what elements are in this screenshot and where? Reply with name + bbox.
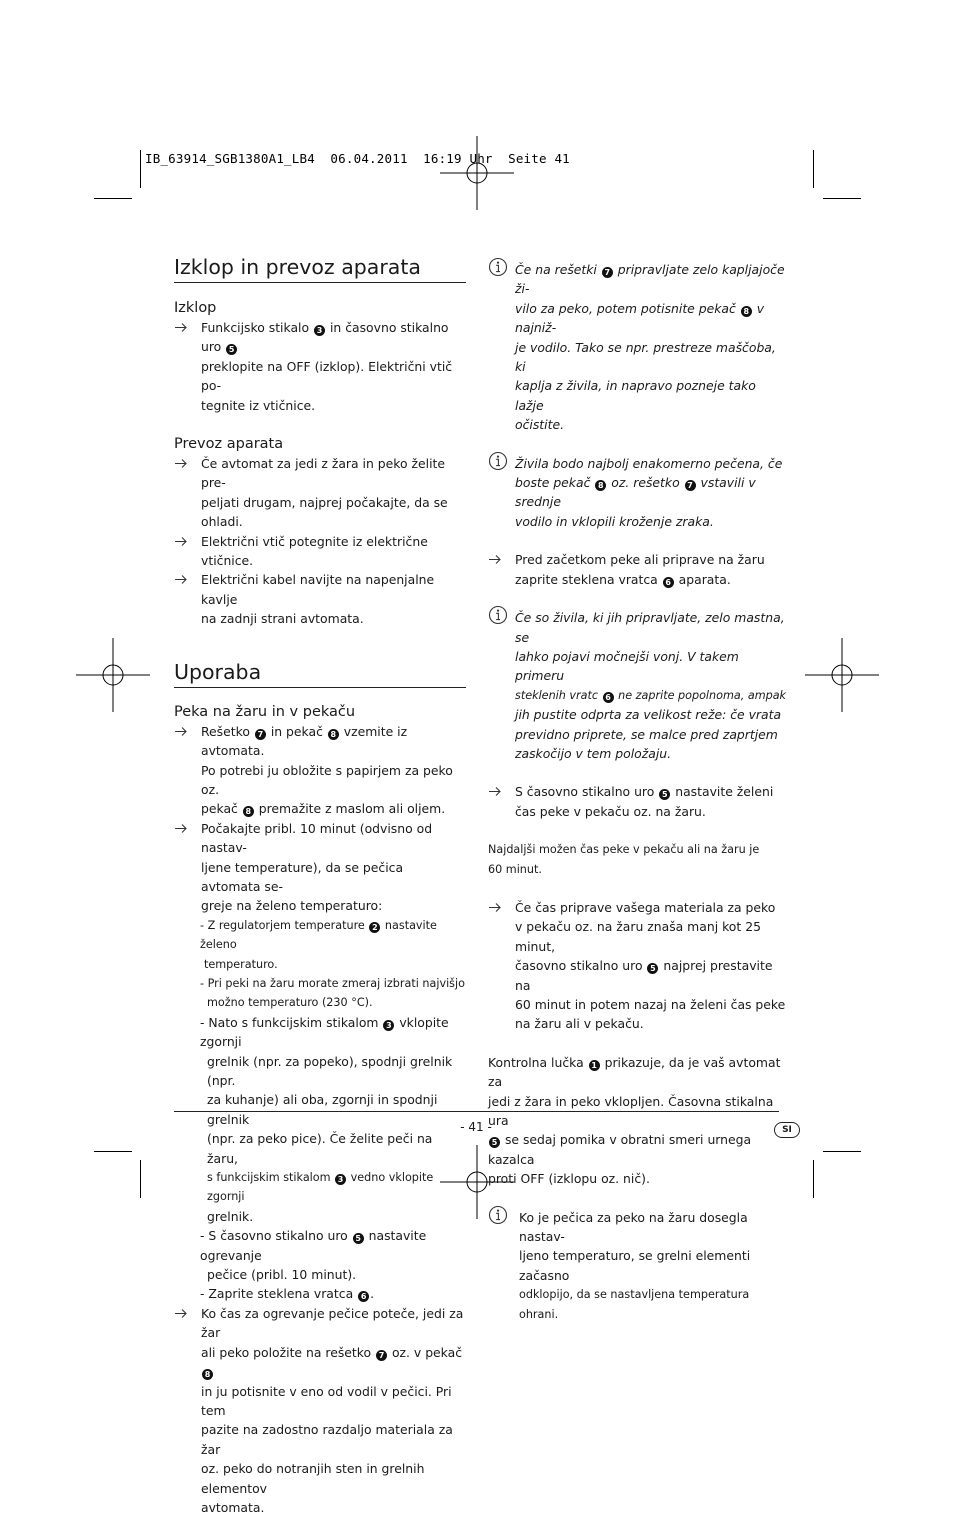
- crop-mark: [94, 1151, 132, 1152]
- number-circle: 5: [226, 344, 237, 355]
- number-circle: 5: [353, 1233, 364, 1244]
- print-slug: IB_63914_SGB1380A1_LB4 06.04.2011 16:19 Uhr Seite 41: [145, 151, 570, 166]
- list-item: Rešetko 7 in pekač 8 vzemite iz avtomata. Po potrebi ju obložite s papirjem za peko oz. pekač 8 premažite z maslom ali oljem.: [174, 722, 466, 819]
- list-item: Ko čas za ogrevanje pečice poteče, jedi za žar ali peko položite na rešetko 7 oz. v pekač 8 in ju potisnite v eno od vodil v pečici. Pri tem pazite na zadostno razdaljo materiala za žar oz. peko do notranjih sten in grelnih elementov avtomata.: [174, 1304, 466, 1517]
- list-item: Če čas priprave vašega materiala za peko v pekaču oz. na žaru znaša manj kot 25 minut, časovno stikalno uro 5 najprej prestavite na 60 minut in potem nazaj na želeni čas peke na žaru ali v pekaču.: [488, 898, 788, 1034]
- sub-item: - Pri peki na žaru morate zmeraj izbrati najvišjo možno temperaturo (230 °C).: [200, 976, 465, 1010]
- number-circle: 8: [202, 1369, 213, 1380]
- list-item: Pred začetkom peke ali priprave na žaru zaprite steklena vratca 6 aparata.: [488, 550, 788, 589]
- arrow-icon: [174, 819, 190, 838]
- sub-item: - Z regulatorjem temperature 2 nastavite želeno temperaturo.: [200, 918, 437, 971]
- crop-mark: [823, 198, 861, 199]
- list-item: Počakajte pribl. 10 minut (odvisno od nastav- ljene temperature), da se pečica avtomata se- greje na želeno temperaturo:: [174, 819, 466, 916]
- number-circle: 7: [602, 267, 613, 278]
- number-circle: 7: [376, 1350, 387, 1361]
- section-title: Izklop in prevoz aparata: [174, 254, 466, 283]
- arrow-icon: [174, 1304, 190, 1323]
- crop-mark: [140, 1160, 141, 1198]
- crop-mark: [813, 1160, 814, 1198]
- sub-item: - Zaprite steklena vratca 6 .: [200, 1286, 375, 1302]
- number-circle: 5: [647, 963, 658, 974]
- section-title: Uporaba: [174, 659, 466, 688]
- crop-mark: [823, 1151, 861, 1152]
- info-note: Če na rešetki 7 pripravljate zelo kapljajoče ži- vilo za peko, potem potisnite pekač 8 v najniž- je vodilo. Tako se npr. prestreze maščoba, ki kaplja z živila, in napravo pozneje tako lažje očistite.: [488, 260, 788, 435]
- info-icon: [488, 1205, 508, 1225]
- arrow-icon: [174, 318, 190, 337]
- number-circle: 6: [603, 692, 614, 703]
- arrow-icon: [488, 550, 504, 569]
- number-circle: 6: [358, 1291, 369, 1302]
- registration-mark-icon: [76, 638, 150, 712]
- list-item: Električni kabel navijte na napenjalne kavlje na zadnji strani avtomata.: [174, 570, 466, 628]
- number-circle: 1: [589, 1060, 600, 1071]
- list-item: Če avtomat za jedi z žara in peko želite pre- peljati drugam, najprej počakajte, da se ohladi.: [174, 454, 466, 532]
- subsection-heading: Peka na žaru in v pekaču: [174, 703, 356, 720]
- number-circle: 7: [255, 729, 266, 740]
- arrow-icon: [174, 532, 190, 551]
- number-circle: 7: [685, 480, 696, 491]
- arrow-icon: [174, 454, 190, 473]
- info-note: Če so živila, ki jih pripravljate, zelo mastna, se lahko pojavi močnejši vonj. V takem primeru steklenih vratc 6 ne zaprite popolnoma, ampak jih pustite odprta za velikost reže: če vrata previdno priprete, se malce pred zaprtjem zaskočijo v tem položaju.: [488, 608, 788, 763]
- number-circle: 6: [663, 577, 674, 588]
- info-icon: [488, 605, 508, 625]
- info-icon: [488, 451, 508, 471]
- right-column: [488, 260, 788, 1324]
- left-column: [174, 254, 466, 1517]
- subsection-heading: Izklop: [174, 300, 217, 316]
- number-circle: 5: [659, 789, 670, 800]
- language-badge: SI: [774, 1122, 800, 1138]
- list-item: Funkcijsko stikalo 3 in časovno stikalno uro 5 preklopite na OFF (izklop). Električni vtič po- tegnite iz vtičnice.: [174, 318, 466, 415]
- info-icon: [488, 257, 508, 277]
- arrow-icon: [488, 782, 504, 801]
- arrow-icon: [488, 898, 504, 917]
- crop-mark: [813, 150, 814, 188]
- number-circle: 2: [369, 922, 380, 933]
- registration-mark-icon: [805, 638, 879, 712]
- arrow-icon: [174, 722, 190, 741]
- subsection-heading: Prevoz aparata: [174, 436, 284, 453]
- info-note: Ko je pečica za peko na žaru dosegla nastav- ljeno temperaturo, se grelni elementi začasno odklopijo, da se nastavljena temperatura ohrani.: [488, 1208, 788, 1324]
- arrow-icon: [174, 570, 190, 589]
- number-circle: 8: [243, 806, 254, 817]
- number-circle: 8: [328, 729, 339, 740]
- paragraph: Najdaljši možen čas peke v pekaču ali na žaru je 60 minut.: [488, 843, 760, 876]
- number-circle: 3: [314, 325, 325, 336]
- crop-mark: [94, 198, 132, 199]
- list-item: S časovno stikalno uro 5 nastavite želeni čas peke v pekaču oz. na žaru.: [488, 782, 788, 821]
- footer-rule: [174, 1111, 779, 1112]
- sub-item: - S časovno stikalno uro 5 nastavite ogrevanje pečice (pribl. 10 minut).: [200, 1228, 427, 1283]
- number-circle: 5: [489, 1137, 500, 1148]
- page-number: - 41 -: [460, 1120, 492, 1134]
- number-circle: 8: [595, 480, 606, 491]
- number-circle: 3: [383, 1020, 394, 1031]
- sub-item: - Nato s funkcijskim stikalom 3 vklopite zgornji grelnik (npr. za popeko), spodnji grelnik (npr. za kuhanje) ali oba, zgornji in spodnji grelnik (npr. za peko pice). Če želite peči na žaru, s funkcijskim stikalom 3 vedno vklopite zgornji grelnik.: [200, 1014, 453, 1224]
- list-item: Električni vtič potegnite iz električne vtičnice.: [174, 532, 466, 571]
- registration-mark-icon: [440, 136, 514, 210]
- crop-mark: [140, 150, 141, 188]
- paragraph: Kontrolna lučka 1 prikazuje, da je vaš avtomat za jedi z žara in peko vklopljen. Časovna stikalna ura 5 se sedaj pomika v obratni smeri urnega kazalca proti OFF (izklopu oz. nič).: [488, 1054, 781, 1187]
- number-circle: 3: [335, 1174, 346, 1185]
- info-note: Živila bodo najbolj enakomerno pečena, če boste pekač 8 oz. rešetko 7 vstavili v srednje vodilo in vklopili kroženje zraka.: [488, 454, 788, 532]
- number-circle: 8: [741, 306, 752, 317]
